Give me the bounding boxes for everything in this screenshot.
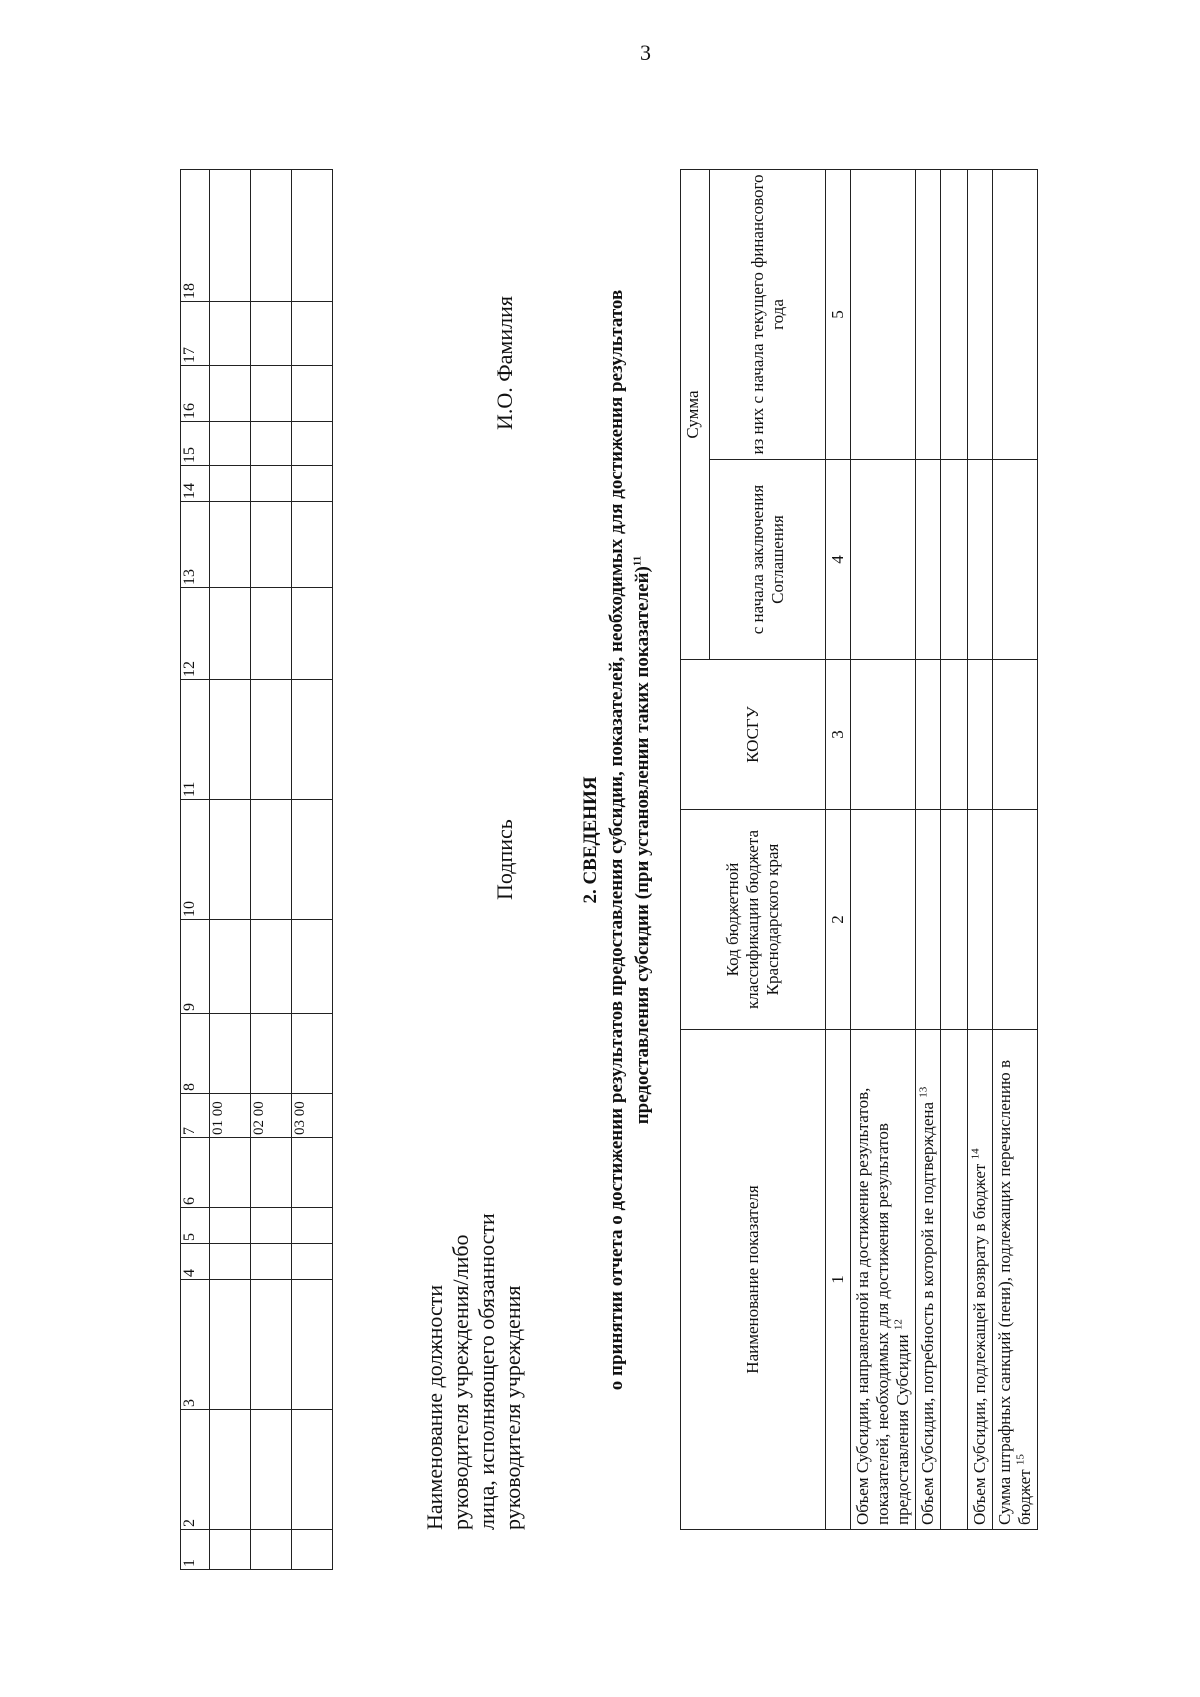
row-code: 03 00 (292, 1094, 333, 1138)
table-row (968, 169, 993, 1529)
column-number-row (826, 169, 851, 1529)
col-num: 3 (181, 1280, 210, 1410)
subsidy-table (680, 169, 1038, 1530)
col-num: 17 (181, 302, 210, 366)
table-row (851, 169, 916, 1529)
row-code: 01 00 (210, 1094, 251, 1138)
header-sum-agreement: с начала заключения Соглашения (710, 460, 826, 660)
footnote-ref: 15 (1014, 1454, 1027, 1466)
col-num: 1 (181, 1530, 210, 1570)
col-num: 4 (826, 460, 851, 660)
col-num: 3 (826, 660, 851, 810)
col-num: 8 (181, 1014, 210, 1094)
col-num: 6 (181, 1138, 210, 1208)
position-label-line: Наименование должности (422, 1284, 447, 1530)
header-kbk: Код бюджетной классификации бюджета Краснодарского края (681, 810, 826, 1030)
position-label-line: лица, исполняющего обязанности (474, 1213, 499, 1530)
table-row (916, 169, 941, 1529)
row-code: 02 00 (251, 1094, 292, 1138)
col-num: 13 (181, 502, 210, 588)
col-num: 9 (181, 920, 210, 1014)
header-indicator: Наименование показателя (681, 1030, 826, 1530)
row-label: Объем Субсидии, подлежащей возврату в бюджет $^{14}$ (968, 1030, 993, 1530)
col-num: 2 (826, 810, 851, 1030)
header-sum-year: из них с начала текущего финансового года (710, 169, 826, 459)
position-label-line: руководителя учреждения/либо (448, 1234, 473, 1530)
signature-label: Подпись (492, 819, 517, 900)
footnote-ref: 14 (969, 1148, 982, 1160)
header-kosgu: КОСГУ (681, 660, 826, 810)
col-num: 12 (181, 588, 210, 680)
table-row (210, 170, 251, 1570)
col-num: 1 (826, 1030, 851, 1530)
section-title: 2. СВЕДЕНИЯ (580, 776, 601, 904)
col-num: 11 (181, 680, 210, 800)
section-subtitle-2: предоставления субсидии (при установлении таких показателей)$^{11}$ (631, 555, 653, 1125)
row-label: Объем Субсидии, потребность в которой не подтверждена $^{13}$ (916, 1030, 941, 1530)
page-number: 3 (640, 40, 651, 65)
header-row (681, 169, 710, 1529)
landscape-content (100, 60, 1150, 1620)
row-label: Сумма штрафных санкций (пени), подлежащих перечислению в бюджет $^{15}$ (993, 1030, 1038, 1530)
col-num: 10 (181, 800, 210, 920)
section-subtitle: о принятии отчета о достижении результатов предоставления субсидии, показателей, необходимых для достижения результатов (606, 289, 627, 1391)
table-row (941, 169, 968, 1529)
col-num: 16 (181, 366, 210, 422)
footnote-ref: 11 (631, 555, 644, 567)
table-row (292, 170, 333, 1570)
col-num: 18 (181, 170, 210, 302)
upper-header-row (181, 170, 210, 1570)
table-row (251, 170, 292, 1570)
footnote-ref: 12 (892, 1319, 905, 1331)
name-label: И.О. Фамилия (492, 296, 517, 430)
col-num: 15 (181, 422, 210, 466)
col-num: 14 (181, 466, 210, 502)
header-sum: Сумма (681, 169, 710, 659)
upper-grid-table (180, 169, 333, 1570)
table-row (993, 169, 1038, 1529)
col-num: 4 (181, 1244, 210, 1280)
row-label: Объем Субсидии, направленной на достижение результатов, показателей, необходимых для достижения результатов предоставления Субсидии $^{12}$ (851, 1030, 916, 1530)
col-num: 2 (181, 1410, 210, 1530)
col-num: 5 (826, 169, 851, 459)
position-label (422, 1213, 526, 1530)
col-num: 7 (181, 1094, 210, 1138)
footnote-ref: 13 (917, 1086, 930, 1098)
position-label-line: руководителя учреждения (500, 1285, 525, 1530)
col-num: 5 (181, 1208, 210, 1244)
